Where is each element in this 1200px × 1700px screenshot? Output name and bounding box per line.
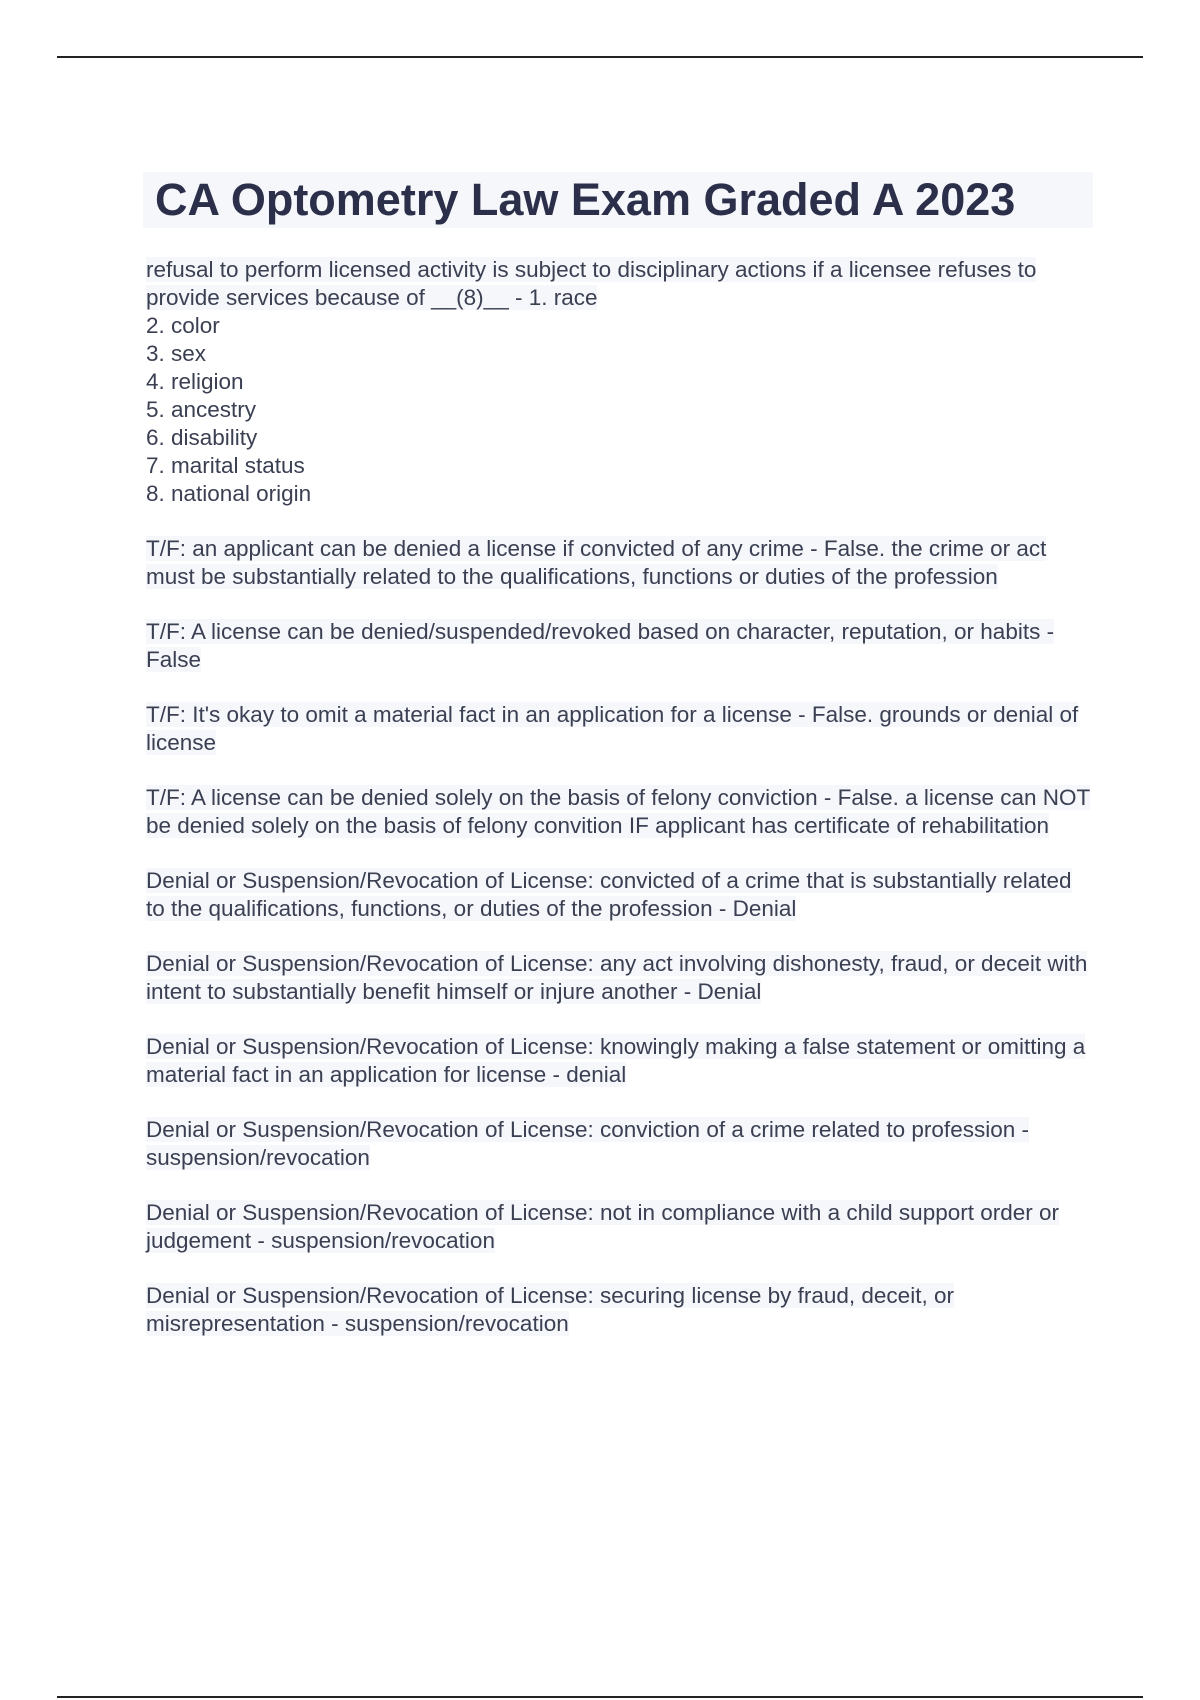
qa-item-2 — [146, 535, 1091, 591]
qa-item-1-list-sex: 3. sex — [146, 341, 207, 366]
qa-item-6 — [146, 867, 1091, 923]
qa-item-2-text: T/F: an applicant can be denied a license if convicted of any crime - False. the crime or act must be substantially related to the qualifications, functions or duties of the profession — [146, 536, 1047, 589]
qa-item-11 — [146, 1282, 1091, 1338]
qa-item-10-text: Denial or Suspension/Revocation of License: not in compliance with a child support order or judgement - suspension/revocation — [146, 1200, 1060, 1253]
qa-item-1-list-disability: 6. disability — [146, 425, 258, 450]
footer-rule — [57, 1696, 1143, 1698]
qa-item-8-text: Denial or Suspension/Revocation of License: knowingly making a false statement or omitting a material fact in an application for license - denial — [146, 1034, 1086, 1087]
qa-item-5-text: T/F: A license can be denied solely on the basis of felony conviction - False. a license can NOT be denied solely on the basis of felony convition IF applicant has certificate of rehabilitation — [146, 785, 1091, 838]
qa-item-1-list-marital-status: 7. marital status — [146, 453, 305, 478]
qa-item-7 — [146, 950, 1091, 1006]
qa-item-6-text: Denial or Suspension/Revocation of License: convicted of a crime that is substantially related to the qualifications, functions, or duties of the profession - Denial — [146, 868, 1072, 921]
qa-item-7-text: Denial or Suspension/Revocation of License: any act involving dishonesty, fraud, or deceit with intent to substantially benefit himself or injure another - Denial — [146, 951, 1088, 1004]
qa-item-4 — [146, 701, 1091, 757]
title-banner — [143, 172, 1093, 228]
qa-item-1 — [146, 256, 1091, 508]
qa-item-5 — [146, 784, 1091, 840]
qa-item-4-text: T/F: It's okay to omit a material fact in an application for a license - False. grounds or denial of license — [146, 702, 1079, 755]
document-title: CA Optometry Law Exam Graded A 2023 — [155, 174, 1016, 225]
qa-item-3-text: T/F: A license can be denied/suspended/revoked based on character, reputation, or habits - False — [146, 619, 1055, 672]
qa-item-1-list-religion: 4. religion — [146, 369, 244, 394]
header-rule — [57, 56, 1143, 58]
qa-item-1-text: refusal to perform licensed activity is subject to disciplinary actions if a licensee refuses to provide services because of __(8)__ - 1. race — [146, 257, 1037, 310]
qa-item-3 — [146, 618, 1091, 674]
qa-item-1-list-ancestry: 5. ancestry — [146, 397, 257, 422]
qa-item-8 — [146, 1033, 1091, 1089]
qa-item-1-list-color: 2. color — [146, 313, 220, 338]
qa-item-9-text: Denial or Suspension/Revocation of License: conviction of a crime related to profession - suspension/revocation — [146, 1117, 1029, 1170]
qa-item-1-list-national-origin: 8. national origin — [146, 481, 312, 506]
document-body — [146, 256, 1091, 1365]
qa-item-9 — [146, 1116, 1091, 1172]
qa-item-11-text: Denial or Suspension/Revocation of License: securing license by fraud, deceit, or misrepresentation - suspension/revocation — [146, 1283, 954, 1336]
qa-item-10 — [146, 1199, 1091, 1255]
